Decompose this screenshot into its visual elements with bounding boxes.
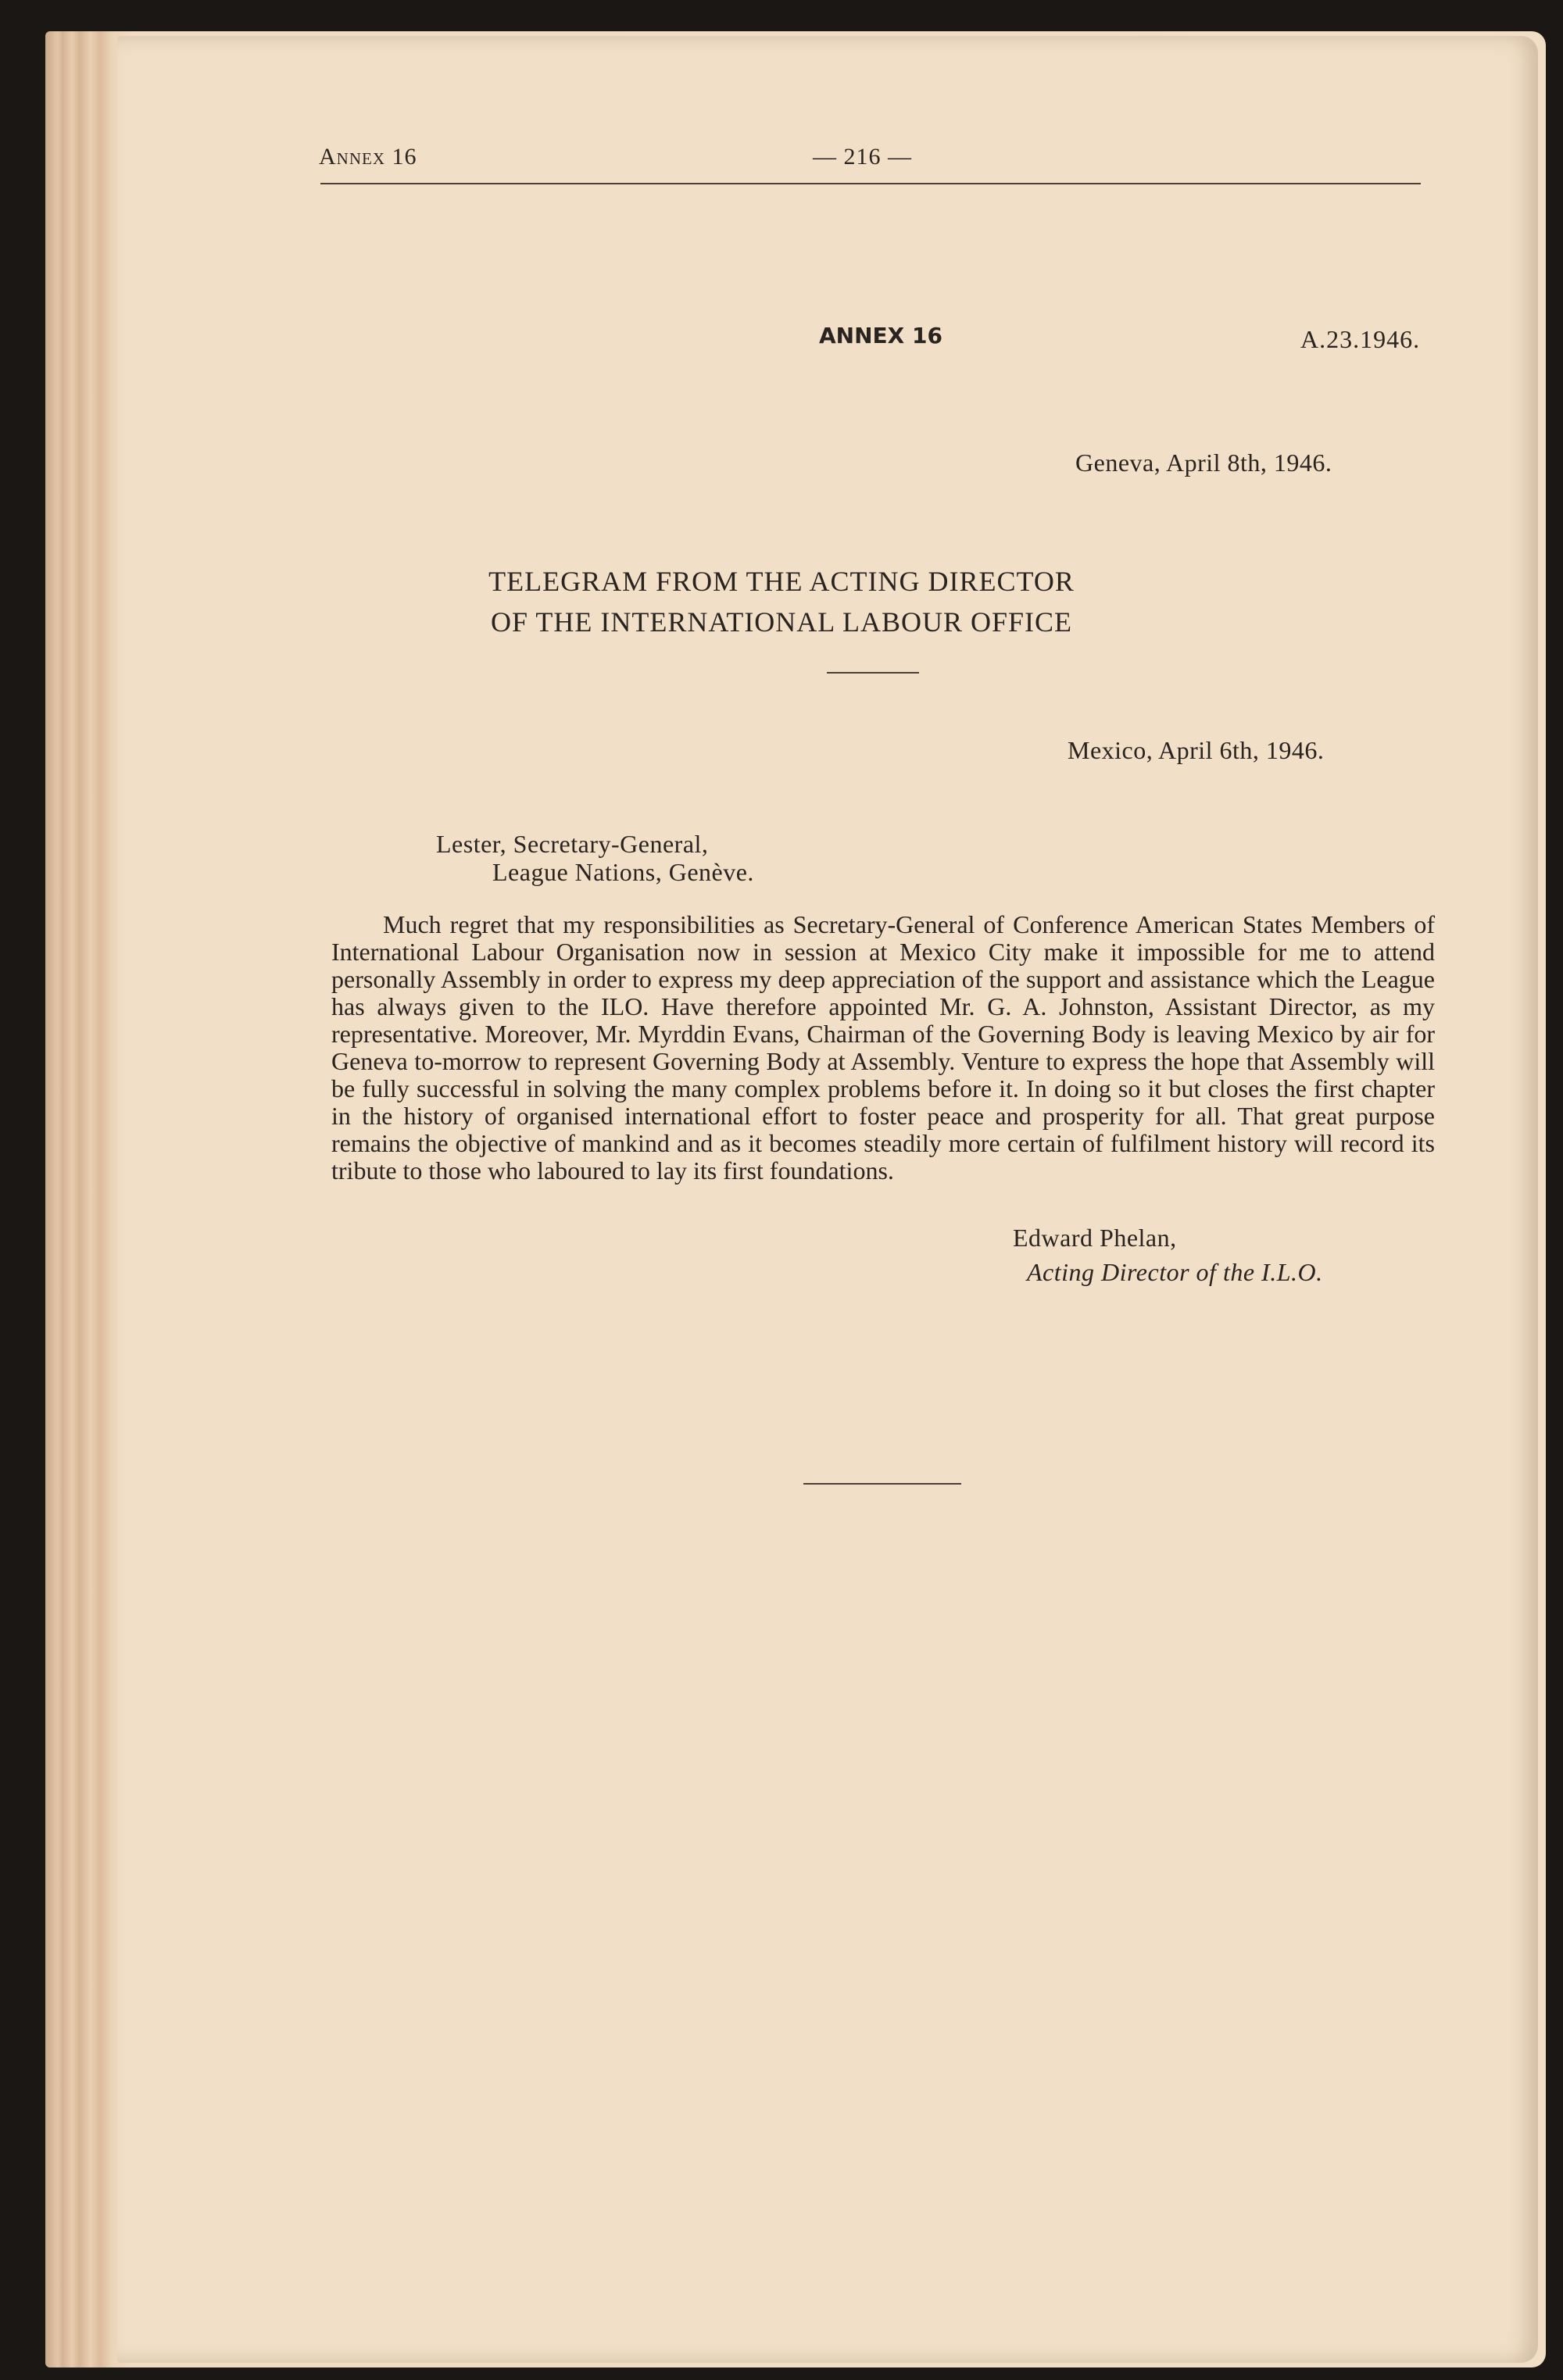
title-line-2: OF THE INTERNATIONAL LABOUR OFFICE	[491, 606, 1072, 638]
book-page	[117, 36, 1538, 2363]
signature-name: Edward Phelan,	[1013, 1224, 1177, 1252]
signature-title: Acting Director of the I.L.O.	[1027, 1258, 1323, 1286]
telegram-body: Much regret that my responsibilities as Secretary-General of Conference American States Members of International Labour Organisation now in session at Mexico City make it impossible for me to attend personally Assembly in order to express my deep appreciation of the support and assistance which the League has always given to the ILO. Have therefore appointed Mr. G. A. Johnston, Assistant Director, as my representative. Moreover, Mr. Myrddin Evans, Chairman of the Governing Body is leaving Mexico by air for Geneva to-morrow to represent Governing Body at Assembly. Venture to express the hope that Assembly will be fully successful in solving the many complex problems before it. In doing so it but closes the first chapter in the history of organised international effort to foster peace and prosperity for all. That great purpose remains the objective of mankind and as it becomes steadily more certain of fulfilment history will record its tribute to those who laboured to lay its first foundations.	[331, 910, 1435, 1185]
annex-label: ANNEX 16	[819, 323, 942, 348]
addressee-line-1: Lester, Secretary-General,	[436, 830, 709, 858]
header-rule	[320, 183, 1421, 184]
running-header-page-number: — 216 —	[813, 144, 912, 170]
title-divider	[827, 672, 919, 674]
document-reference: A.23.1946.	[1300, 325, 1421, 353]
end-divider	[803, 1483, 961, 1485]
running-header-title: Annex 16	[319, 144, 417, 170]
addressee-line-2: League Nations, Genève.	[492, 858, 754, 886]
title-line-1: TELEGRAM FROM THE ACTING DIRECTOR	[488, 566, 1075, 597]
telegram-origin: Mexico, April 6th, 1946.	[1068, 736, 1325, 764]
dateline: Geneva, April 8th, 1946.	[1075, 448, 1332, 477]
